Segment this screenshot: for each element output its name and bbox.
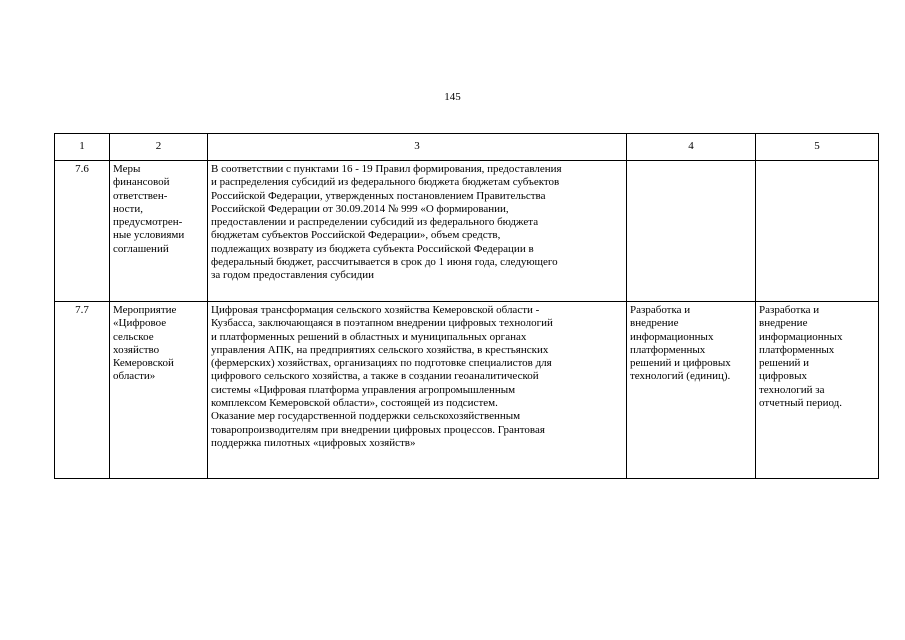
table-header-row <box>55 134 879 161</box>
row-name: Меры финансовой ответствен- ности, предусмотрен- ные условиями соглашений <box>110 161 208 302</box>
row-indicator: Разработка и внедрение информационных платформенных решений и цифровых технологий (единиц). <box>627 302 756 479</box>
row-description: В соответствии с пунктами 16 - 19 Правил формирования, предоставления и распределения субсидий из федерального бюджета бюджетам субъектов Российской Федерации, утвержденных постановлением Правительства Российской Федерации от 30.09.2014 № 999 «О формировании, предоставлении и распределении субсидий из федерального бюджета бюджетам субъектов Российской Федерации», объем средств, подлежащих возврату из бюджета субъекта Российской Федерации в федеральный бюджет, рассчитывается в срок до 1 июня года, следующего за годом предоставления субсидии <box>208 161 627 302</box>
table-row <box>55 302 879 479</box>
document-table <box>54 133 879 479</box>
row-name: Мероприятие «Цифровое сельское хозяйство Кемеровской области» <box>110 302 208 479</box>
row-indicator <box>627 161 756 302</box>
table-row <box>55 161 879 302</box>
row-result: Разработка и внедрение информационных платформенных решений и цифровых технологий за отчетный период. <box>756 302 879 479</box>
row-result <box>756 161 879 302</box>
row-number: 7.7 <box>55 302 110 479</box>
column-header-2: 2 <box>110 134 208 161</box>
column-header-1: 1 <box>55 134 110 161</box>
column-header-4: 4 <box>627 134 756 161</box>
column-header-5: 5 <box>756 134 879 161</box>
row-number: 7.6 <box>55 161 110 302</box>
row-description: Цифровая трансформация сельского хозяйства Кемеровской области - Кузбасса, заключающаяся в поэтапном внедрении цифровых технологий и платформенных решений в областных и муниципальных органах управления АПК, на предприятиях сельского хозяйства, в крестьянских (фермерских) хозяйствах, организациях по подготовке специалистов для цифрового сельского хозяйства, а также в создании геоаналитической системы «Цифровая платформа управления агропромышленным комплексом Кемеровской области», состоящей из подсистем. Оказание мер государственной поддержки сельскохозяйственным товаропроизводителям при внедрении цифровых процессов. Грантовая поддержка пилотных «цифровых хозяйств» <box>208 302 627 479</box>
page-number: 145 <box>444 91 461 103</box>
column-header-3: 3 <box>208 134 627 161</box>
